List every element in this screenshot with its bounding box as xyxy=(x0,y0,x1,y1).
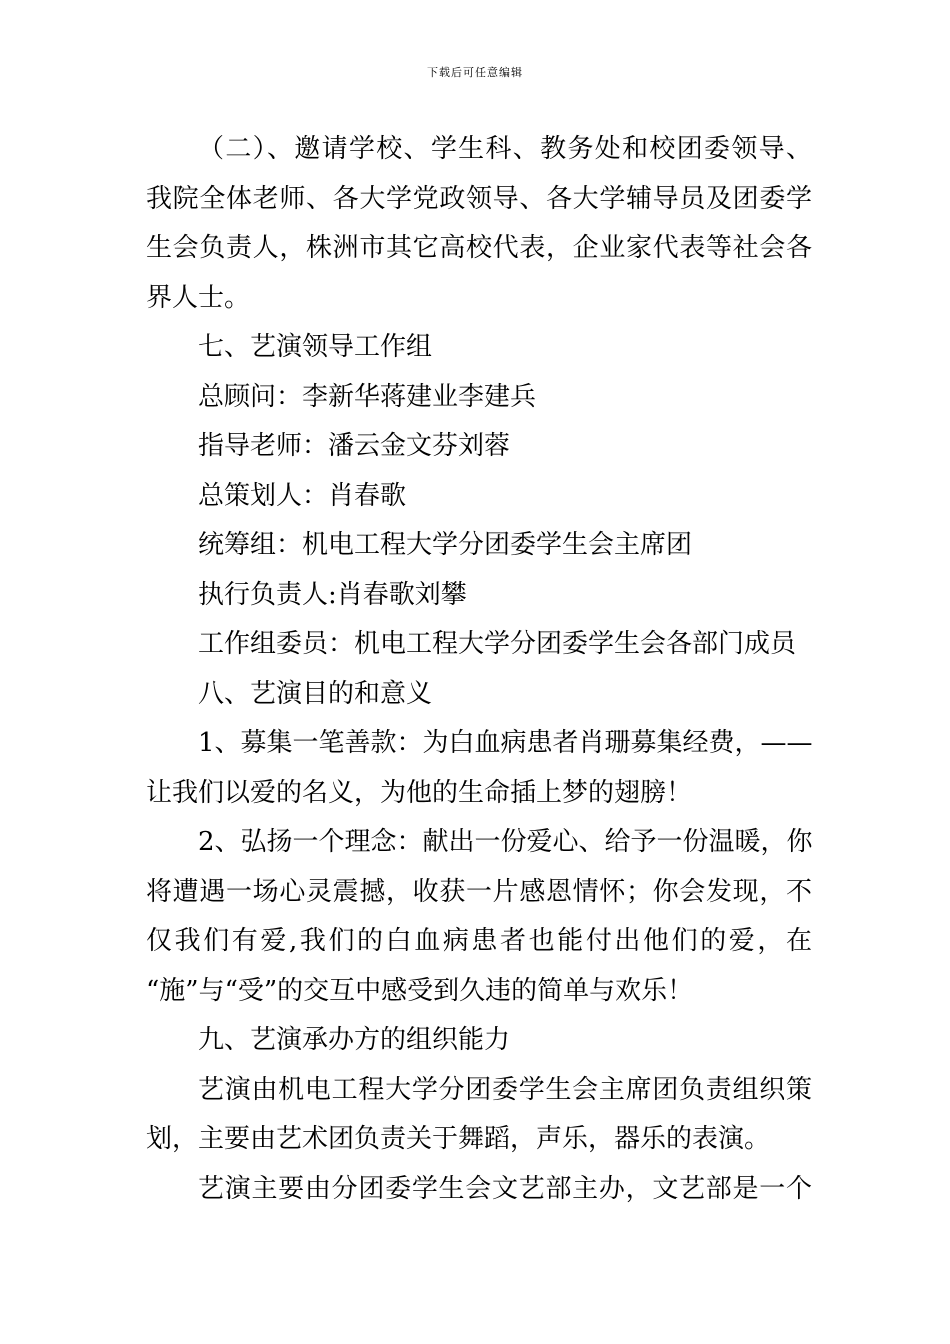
text-line: （二）、邀请学校、学生科、教务处和校团委领导、 xyxy=(198,134,812,164)
list-item-committee xyxy=(146,620,812,670)
text-line: 艺演由机电工程大学分团委学生会主席团负责组织策 xyxy=(198,1074,812,1105)
text-line: 八、艺演目的和意义 xyxy=(198,678,433,709)
text-line: 统筹组：机电工程大学分团委学生会主席团 xyxy=(198,530,693,560)
paragraph-invitees xyxy=(146,125,812,323)
list-item-executive xyxy=(146,571,812,621)
list-item-instructor xyxy=(146,422,812,472)
list-item-coordination xyxy=(146,521,812,571)
text-line: 执行负责人:肖春歌刘攀 xyxy=(198,579,467,610)
paragraph-organization xyxy=(146,1066,812,1165)
text-line: 界人士。 xyxy=(146,282,251,313)
text-line: 我院全体老师、各大学党政领导、各大学辅导员及团委学 xyxy=(146,183,812,214)
text-line: 七、艺演领导工作组 xyxy=(198,332,433,362)
text-line: 工作组委员：机电工程大学分团委学生会各部门成员 xyxy=(198,629,797,659)
text-line: 1、募集一笔善款：为白血病患者肖珊募集经费，—— xyxy=(198,728,813,758)
text-line: 生会负责人，株洲市其它高校代表，企业家代表等社会各 xyxy=(146,233,812,263)
paragraph-arts-department xyxy=(146,1165,812,1215)
list-item-advisor xyxy=(146,373,812,423)
text-line: 将遭遇一场心灵震撼，收获一片感恩情怀；你会发现，不 xyxy=(146,876,812,907)
paragraph-purpose-2 xyxy=(146,818,812,1016)
text-line: 总策划人：肖春歌 xyxy=(198,480,407,511)
paragraph-purpose-1 xyxy=(146,719,812,818)
text-line: 2、弘扬一个理念：献出一份爱心、给予一份温暖，你 xyxy=(198,827,813,857)
text-line: 九、艺演承办方的组织能力 xyxy=(198,1025,511,1055)
text-line: “施”与“受”的交互中感受到久违的简单与欢乐！ xyxy=(146,975,694,1006)
text-line: 总顾问：李新华蒋建业李建兵 xyxy=(198,381,537,412)
section-heading-9 xyxy=(146,1016,812,1066)
text-line: 艺演主要由分团委学生会文艺部主办，文艺部是一个 xyxy=(198,1173,812,1204)
list-item-planner xyxy=(146,472,812,522)
text-line: 指导老师：潘云金文芬刘蓉 xyxy=(198,431,511,461)
text-line: 划，主要由艺术团负责关于舞蹈，声乐，器乐的表演。 xyxy=(146,1124,771,1154)
section-heading-7 xyxy=(146,323,812,373)
document-body xyxy=(146,125,812,1214)
page-header: 下载后可任意编辑 xyxy=(427,66,523,79)
text-line: 仅我们有爱,我们的白血病患者也能付出他们的爱，在 xyxy=(146,926,812,956)
section-heading-8 xyxy=(146,670,812,720)
text-line: 让我们以爱的名义，为他的生命插上梦的翅膀！ xyxy=(146,777,693,808)
